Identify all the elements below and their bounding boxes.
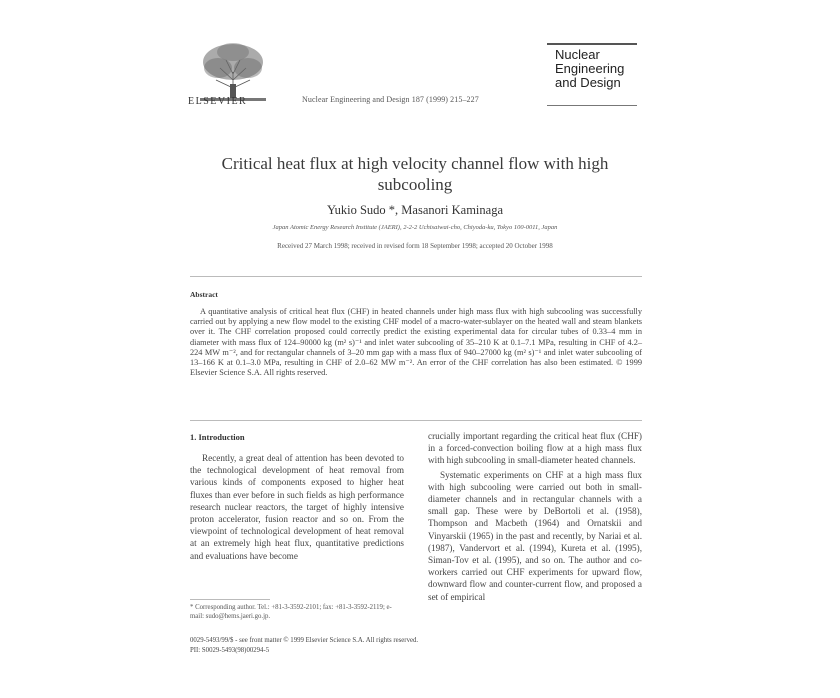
footnote-rule: [190, 599, 270, 600]
author-affiliation: Japan Atomic Energy Research Institute (JAERI), 2-2-2 Uchisaiwai-cho, Chiyoda-ku, Tokyo 100-0011, Japan: [272, 224, 558, 231]
section-heading: 1. Introduction: [190, 432, 245, 442]
copyright-footer: [190, 636, 642, 655]
pii-line: PII: S0029-5493(98)00294-5: [190, 646, 270, 654]
journal-box-line: and Design: [555, 75, 621, 90]
abstract-text: A quantitative analysis of critical heat flux (CHF) in heated channels under high mass flux with high subcooling was successfully carried out by applying a new flow model to the existing CHF model of a macro-water-sublayer on the heated wall and steam blankets over it. The CHF correlation proposed could correctly predict the existing experimental data for circular tubes of 0.33–4 mm in diameter with mass flux of 124–90000 kg (m² s)⁻¹ and inlet water subcooling of 35–210 K at 0.1–7.1 MPa, resulting in CHF of 4.2–224 MW m⁻², and for rectangular channels of 3–20 mm gap with a mass flux of 940–27000 kg (m² s)⁻¹ and inlet water subcooling of 13–166 K at 0.1–3.0 MPa, resulting in CHF of 2.0–62 MW m⁻². An error of the CHF correlation has also been estimated. © 1999 Elsevier Science S.A. All rights reserved.: [190, 307, 642, 378]
corresponding-author-footnote: * Corresponding author. Tel.: +81-3-3592-2101; fax: +81-3-3592-2119; e-mail: sudo@hems.jaeri.go.jp.: [190, 604, 392, 620]
journal-title-box: [547, 43, 637, 106]
elsevier-wordmark: ELSEVIER: [188, 96, 248, 107]
left-column: [190, 432, 404, 562]
title-line: Critical heat flux at high velocity channel flow with high: [221, 154, 609, 173]
right-column: [428, 430, 642, 603]
article-title: [190, 153, 640, 195]
journal-citation: Nuclear Engineering and Design 187 (1999) 215–227: [302, 95, 479, 104]
divider: [190, 276, 642, 277]
body-paragraph: Systematic experiments on CHF at a high mass flux with high subcooling were carried out both in small-diameter channels and in rectangular channels with a small gap. These were by DeBortoli et al. (1958), Thompson and Macbeth (1964) and Ornatskii and Vinyarskii (1965) in the past and recently, by Nariai et al. (1987), Vandervort et al. (1994), Kureta et al. (1995), Siman-Tov et al. (1995), and so on. The author and co-workers carried out CHF experiments for upward flow, downward flow and counter-current flow, and proposed a set of empirical: [428, 469, 642, 602]
received-dates: Received 27 March 1998; received in revised form 18 September 1998; accepted 20 October 1998: [277, 242, 553, 250]
divider: [190, 420, 642, 421]
journal-box-line: Nuclear: [555, 47, 600, 62]
abstract-heading: Abstract: [190, 290, 218, 299]
body-paragraph: crucially important regarding the critical heat flux (CHF) in a forced-convection boiling flow at a high mass flux with high subcooling in small-diameter heated channels.: [428, 431, 642, 466]
author-list: Yukio Sudo *, Masanori Kaminaga: [326, 203, 504, 217]
copyright-line: 0029-5493/99/$ - see front matter © 1999 Elsevier Science S.A. All rights reserved.: [190, 637, 419, 644]
body-paragraph: Recently, a great deal of attention has been devoted to the technological development of heat removal from various kinds of components exposed to higher heat fluxes than ever before in such fields as high performance research nuclear reactors, the target of highly intensive proton accelerator, fusion reactor and so on. From the viewpoint of technological development of heat removal at an extremely high heat flux, quantitative predictions and evaluations have become: [190, 453, 404, 561]
journal-box-line: Engineering: [555, 61, 625, 76]
title-line: subcooling: [377, 175, 453, 194]
